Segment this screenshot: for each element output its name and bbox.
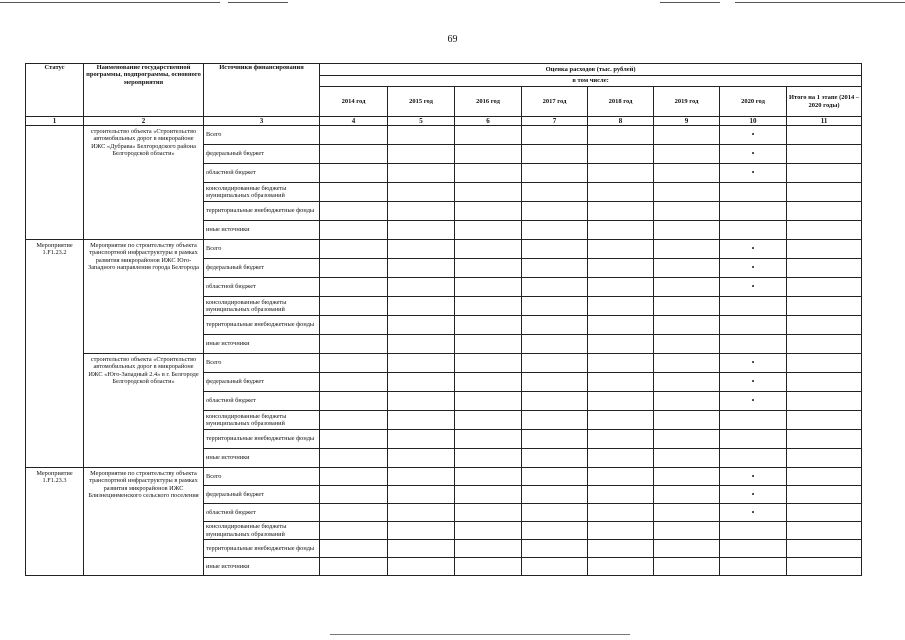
value-marker: •	[720, 164, 787, 183]
header-sources: Источники финансирования	[204, 64, 320, 117]
source-cell: Всего	[204, 240, 320, 259]
source-cell: территориальные внебюджетные фонды	[204, 430, 320, 449]
column-number: 4	[320, 117, 388, 126]
value-marker: •	[720, 145, 787, 164]
source-cell: федеральный бюджет	[204, 486, 320, 504]
value-marker: •	[720, 468, 787, 486]
page-number: 69	[447, 34, 458, 45]
header-year: 2017 год	[522, 87, 588, 117]
name-cell: строительство объекта «Строительство автомобильных дорог в микрорайоне ИЖС «Дубрава» Белгородского района Белгородской области»	[84, 126, 204, 240]
table-row	[26, 126, 862, 145]
column-number: 8	[588, 117, 654, 126]
status-cell: Мероприятие 1.F1.23.3	[26, 468, 84, 576]
bottom-rule	[330, 634, 630, 635]
source-cell: областной бюджет	[204, 278, 320, 297]
source-cell: областной бюджет	[204, 504, 320, 522]
table-row	[26, 354, 862, 373]
source-cell: областной бюджет	[204, 164, 320, 183]
header-year: 2020 год	[720, 87, 787, 117]
column-number: 6	[455, 117, 522, 126]
column-number: 1	[26, 117, 84, 126]
header-year: 2014 год	[320, 87, 388, 117]
name-cell: строительство объекта «Строительство автомобильных дорог в микрорайоне ИЖС «Юго-Западный 2.4» в г. Белгороде Белгородской области»	[84, 354, 204, 468]
source-cell: федеральный бюджет	[204, 373, 320, 392]
column-number: 5	[388, 117, 455, 126]
source-cell: Всего	[204, 354, 320, 373]
source-cell: иные источники	[204, 558, 320, 576]
header-year: 2018 год	[588, 87, 654, 117]
source-cell: иные источники	[204, 449, 320, 468]
header-name: Наименование государственной программы, подпрограммы, основного мероприятия	[84, 64, 204, 117]
value-marker: •	[720, 278, 787, 297]
source-cell: Всего	[204, 468, 320, 486]
value-marker: •	[720, 126, 787, 145]
source-cell: территориальные внебюджетные фонды	[204, 540, 320, 558]
header-year: 2019 год	[654, 87, 720, 117]
source-cell: территориальные внебюджетные фонды	[204, 316, 320, 335]
value-marker: •	[720, 373, 787, 392]
source-cell: консолидированные бюджеты муниципальных образований	[204, 522, 320, 540]
source-cell: иные источники	[204, 221, 320, 240]
header-total: Итого на 1 этапе (2014 – 2020 годы)	[787, 87, 862, 117]
source-cell: Всего	[204, 126, 320, 145]
value-marker: •	[720, 504, 787, 522]
source-cell: территориальные внебюджетные фонды	[204, 202, 320, 221]
source-cell: федеральный бюджет	[204, 145, 320, 164]
header-estimate: Оценка расходов (тыс. рублей)	[320, 64, 862, 76]
column-number: 9	[654, 117, 720, 126]
value-marker: •	[720, 486, 787, 504]
table-row	[26, 468, 862, 486]
top-rule	[0, 0, 905, 6]
header-status: Статус	[26, 64, 84, 117]
column-number: 7	[522, 117, 588, 126]
source-cell: консолидированные бюджеты муниципальных образований	[204, 411, 320, 430]
source-cell: консолидированные бюджеты муниципальных образований	[204, 183, 320, 202]
column-number: 2	[84, 117, 204, 126]
source-cell: федеральный бюджет	[204, 259, 320, 278]
name-cell: Мероприятие по строительству объекта транспортной инфраструктуры в рамках развития микрорайонов ИЖС Юго-Западного направления города Белгорода	[84, 240, 204, 354]
column-number: 3	[204, 117, 320, 126]
value-marker: •	[720, 240, 787, 259]
name-cell: Мероприятие по строительству объекта транспортной инфраструктуры в рамках развития микрорайонов ИЖС Близнецинменского сельского поселения	[84, 468, 204, 576]
header-year: 2015 год	[388, 87, 455, 117]
value-marker: •	[720, 354, 787, 373]
source-cell: иные источники	[204, 335, 320, 354]
value-marker: •	[720, 392, 787, 411]
status-cell: Мероприятие 1.F1.23.2	[26, 240, 84, 468]
value-marker: •	[720, 259, 787, 278]
status-cell	[26, 126, 84, 240]
header-including: в том числе:	[320, 76, 862, 87]
expense-table	[25, 63, 862, 576]
column-number: 10	[720, 117, 787, 126]
table-row	[26, 240, 862, 259]
header-year: 2016 год	[455, 87, 522, 117]
source-cell: консолидированные бюджеты муниципальных образований	[204, 297, 320, 316]
column-number: 11	[787, 117, 862, 126]
source-cell: областной бюджет	[204, 392, 320, 411]
